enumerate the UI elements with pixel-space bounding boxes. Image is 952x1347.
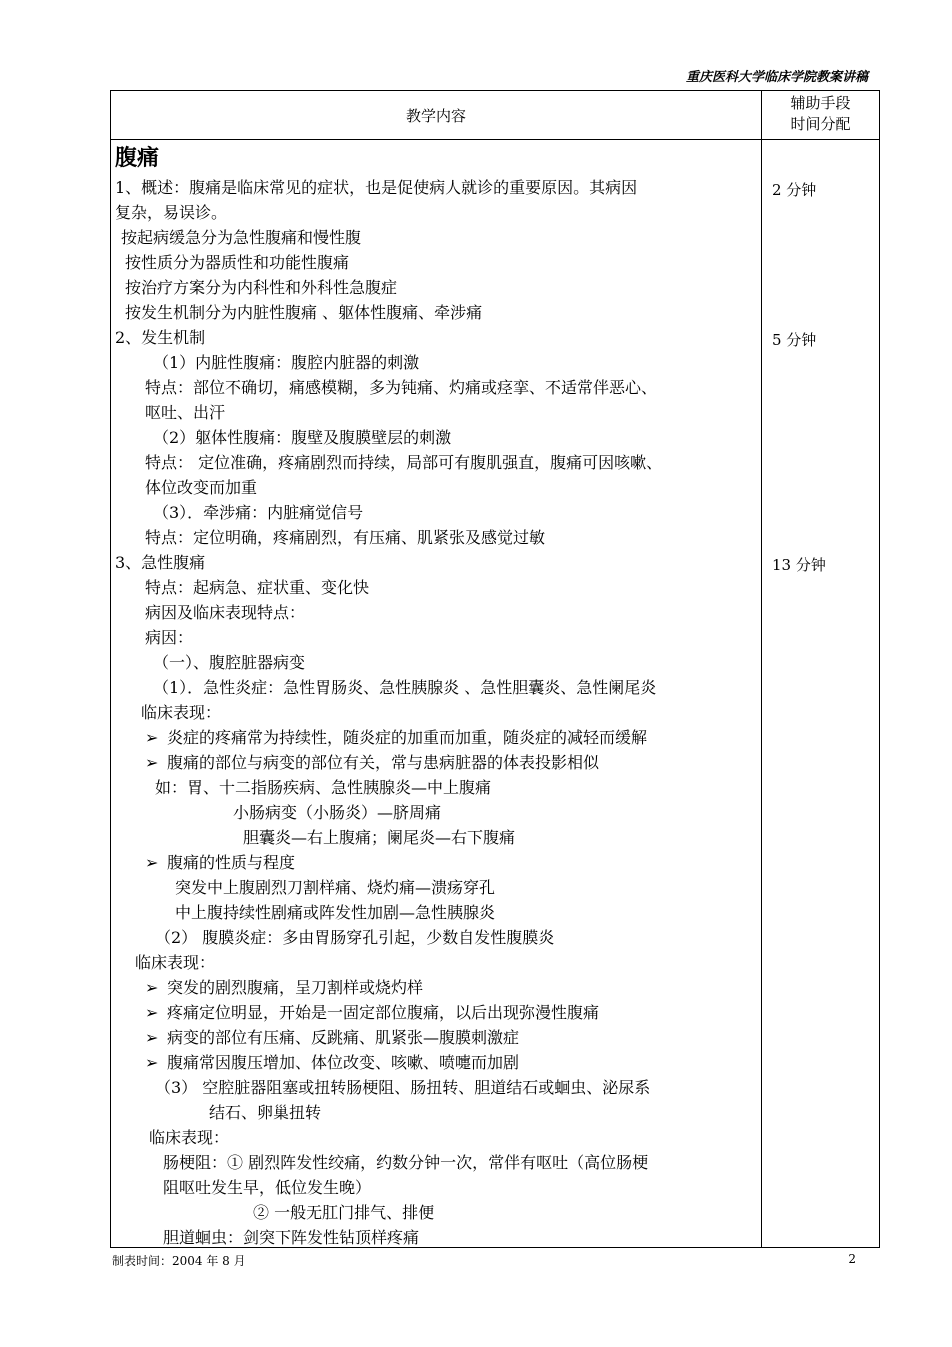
content-line — [115, 875, 757, 900]
time-note: 5 分钟 — [772, 331, 817, 349]
content-line — [115, 950, 757, 975]
content-line — [115, 275, 757, 300]
line-text: 疼痛定位明显，开始是一固定部位腹痛，以后出现弥漫性腹痛 — [167, 1003, 600, 1022]
bullet-arrow-icon: ➢ — [145, 1003, 159, 1022]
line-text: 中上腹持续性剧痛或阵发性加剧—急性胰腺炎 — [175, 903, 496, 922]
side-header-line2: 时间分配 — [790, 115, 851, 133]
line-text: 病因： — [145, 628, 194, 647]
content-line — [115, 625, 757, 650]
bullet-arrow-icon: ➢ — [145, 1028, 159, 1047]
content-line — [115, 1100, 757, 1125]
content-line — [115, 600, 757, 625]
content-line — [115, 675, 757, 700]
line-text: 按起病缓急分为急性腹痛和慢性腹 — [121, 228, 362, 247]
line-text: 复杂，易误诊。 — [115, 203, 228, 222]
content-line — [115, 425, 757, 450]
line-text: （3） 空腔脏器阻塞或扭转肠梗阻、肠扭转、胆道结石或蛔虫、泌尿系 — [155, 1078, 651, 1097]
line-text: （2）躯体性腹痛：腹壁及腹膜壁层的刺激 — [153, 428, 452, 447]
bullet-line — [115, 1050, 757, 1075]
time-note: 2 分钟 — [772, 181, 817, 199]
line-text: 如：胃、十二指肠疾病、急性胰腺炎—中上腹痛 — [155, 778, 492, 797]
side-header-line1: 辅助手段 — [790, 94, 851, 112]
bullet-arrow-icon: ➢ — [145, 753, 159, 772]
line-text: 腹痛常因腹压增加、体位改变、咳嗽、喷嚏而加剧 — [167, 1053, 520, 1072]
line-text: 临床表现： — [135, 953, 216, 972]
line-text: （2） 腹膜炎症：多由胃肠穿孔引起，少数自发性腹膜炎 — [155, 928, 555, 947]
content-line — [115, 250, 757, 275]
content-line — [115, 650, 757, 675]
bullet-arrow-icon: ➢ — [145, 1053, 159, 1072]
content-line — [115, 350, 757, 375]
content-line — [115, 450, 757, 475]
content-line — [115, 325, 757, 350]
header-divider — [111, 139, 879, 140]
content-line — [115, 1175, 757, 1200]
line-text: （3）．牵涉痛：内脏痛觉信号 — [153, 503, 364, 522]
content-line — [115, 550, 757, 575]
content-line — [115, 200, 757, 225]
line-text: 胆囊炎—右上腹痛；阑尾炎—右下腹痛 — [243, 828, 516, 847]
lesson-table — [110, 90, 880, 1248]
line-text: ② 一般无肛门排气、排便 — [253, 1203, 435, 1222]
content-line — [115, 925, 757, 950]
column-divider — [761, 91, 762, 1247]
line-text: 腹痛的性质与程度 — [167, 853, 296, 872]
line-text: 阻呕吐发生早，低位发生晚） — [163, 1178, 372, 1197]
content-line — [115, 1200, 757, 1225]
content-line — [115, 800, 757, 825]
content-line — [115, 1225, 757, 1250]
line-text: （1）．急性炎症：急性胃肠炎、急性胰腺炎 、急性胆囊炎、急性阑尾炎 — [153, 678, 657, 697]
line-text: 特点：部位不确切，痛感模糊，多为钝痛、灼痛或痉挛、不适常伴恶心、 — [145, 378, 658, 397]
line-text: 呕吐、出汗 — [145, 403, 226, 422]
line-text: 突发的剧烈腹痛，呈刀割样或烧灼样 — [167, 978, 424, 997]
content-line — [115, 825, 757, 850]
line-text: 按性质分为器质性和功能性腹痛 — [125, 253, 350, 272]
line-text: 肠梗阻：① 剧烈阵发性绞痛，约数分钟一次，常伴有呕吐（高位肠梗 — [163, 1153, 649, 1172]
bullet-line — [115, 850, 757, 875]
line-text: 特点：定位明确，疼痛剧烈，有压痛、肌紧张及感觉过敏 — [145, 528, 546, 547]
line-text: 突发中上腹剧烈刀割样痛、烧灼痛—溃疡穿孔 — [175, 878, 496, 897]
line-text: 体位改变而加重 — [145, 478, 258, 497]
line-text: （一）、腹腔脏器病变 — [153, 653, 306, 672]
content-line — [115, 225, 757, 250]
line-text: 特点： 定位准确，疼痛剧烈而持续，局部可有腹肌强直，腹痛可因咳嗽、 — [145, 453, 663, 472]
content-line — [115, 400, 757, 425]
line-text: 病变的部位有压痛、反跳痛、肌紧张—腹膜刺激症 — [167, 1028, 520, 1047]
content-line — [115, 1125, 757, 1150]
line-text: 胆道蛔虫：剑突下阵发性钻顶样疼痛 — [163, 1228, 420, 1247]
bullet-line — [115, 750, 757, 775]
line-text: 按发生机制分为内脏性腹痛 、躯体性腹痛、牵涉痛 — [125, 303, 483, 322]
bullet-line — [115, 1025, 757, 1050]
content-line — [115, 575, 757, 600]
line-text: 临床表现： — [141, 703, 222, 722]
line-text: 小肠病变（小肠炎）—脐周痛 — [233, 803, 442, 822]
time-note: 13 分钟 — [772, 556, 826, 574]
bullet-arrow-icon: ➢ — [145, 853, 159, 872]
line-text: 3、急性腹痛 — [115, 553, 206, 572]
line-text: 腹痛的部位与病变的部位有关，常与患病脏器的体表投影相似 — [167, 753, 600, 772]
content-line — [115, 1075, 757, 1100]
line-text: 按治疗方案分为内科性和外科性急腹症 — [125, 278, 398, 297]
line-text: 结石、卵巢扭转 — [209, 1103, 322, 1122]
content-line — [115, 525, 757, 550]
line-text: 特点：起病急、症状重、变化快 — [145, 578, 370, 597]
content-line — [115, 1150, 757, 1175]
page-number: 2 — [848, 1252, 856, 1266]
header-note: 重庆医科大学临床学院教案讲稿 — [685, 70, 868, 85]
content-column-header: 教学内容 — [405, 106, 466, 125]
bullet-line — [115, 1000, 757, 1025]
lesson-title: 腹痛 — [115, 146, 160, 171]
line-text: 炎症的疼痛常为持续性，随炎症的加重而加重，随炎症的减轻而缓解 — [167, 728, 648, 747]
bullet-arrow-icon: ➢ — [145, 978, 159, 997]
content-line — [115, 500, 757, 525]
content-line — [115, 175, 757, 200]
bullet-arrow-icon: ➢ — [145, 728, 159, 747]
content-line — [115, 700, 757, 725]
side-column-header — [762, 93, 879, 135]
line-text: 临床表现： — [149, 1128, 230, 1147]
content-line — [115, 300, 757, 325]
content-line — [115, 900, 757, 925]
line-text: 1、概述：腹痛是临床常见的症状，也是促使病人就诊的重要原因。其病因 — [115, 178, 638, 197]
line-text: （1）内脏性腹痛：腹腔内脏器的刺激 — [153, 353, 420, 372]
bullet-line — [115, 975, 757, 1000]
content-line — [115, 375, 757, 400]
content-line — [115, 775, 757, 800]
bullet-line — [115, 725, 757, 750]
line-text: 病因及临床表现特点： — [145, 603, 306, 622]
footer-date: 制表时间：2004 年 8 月 — [112, 1254, 246, 1268]
content-line — [115, 475, 757, 500]
line-text: 2、发生机制 — [115, 328, 206, 347]
lesson-content — [115, 143, 757, 1250]
